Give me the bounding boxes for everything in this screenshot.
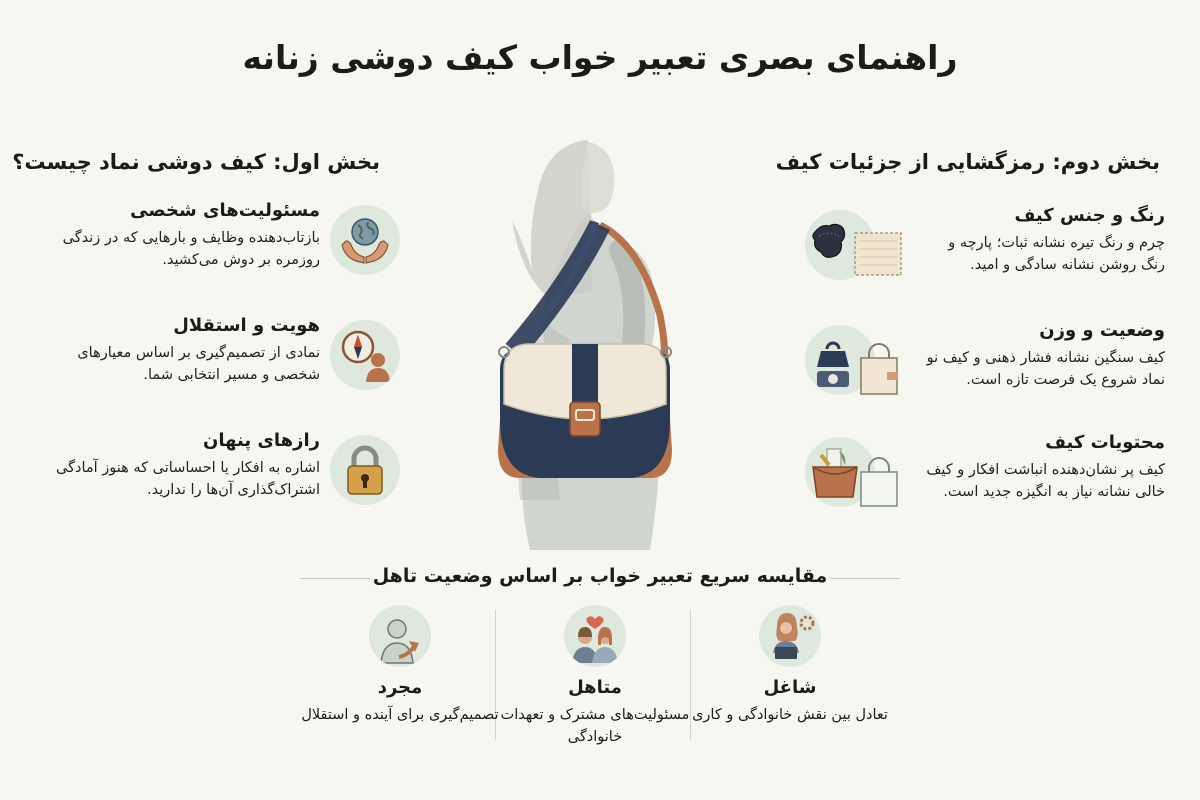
comparison-heading: مقایسه سریع تعبیر خواب بر اساس وضعیت تاهل [372, 565, 828, 587]
status-single [300, 605, 500, 726]
page-title: راهنمای بصری تعبیر خواب کیف دوشی زنانه [242, 38, 958, 77]
status-description: تصمیم‌گیری برای آینده و استقلال [301, 707, 499, 723]
status-title: مجرد [377, 677, 423, 698]
part-two-heading: بخش دوم: رمزگشایی از جزئیات کیف [775, 150, 1160, 174]
woman-with-shoulder-bag-illustration [470, 120, 710, 550]
status-description: تعادل بین نقش خانوادگی و کاری [692, 707, 888, 723]
item-description: کیف پر نشان‌دهنده انباشت افکار و کیف خالی نشانه نیاز به انگیزه جدید است. [926, 462, 1165, 500]
status-description: مسئولیت‌های مشترک و تعهدات خانوادگی [500, 707, 690, 745]
item-title: هویت و استقلال [173, 315, 320, 336]
status-title: شاغل [763, 677, 817, 698]
item-description: نمادی از تصمیم‌گیری بر اساس معیارهای شخصی و مسیر انتخابی شما. [77, 345, 320, 383]
item-description: اشاره به افکار یا احساساتی که هنوز آمادگی اشتراک‌گذاری آن‌ها را ندارید. [56, 460, 320, 498]
status-title: متاهل [568, 677, 622, 698]
empty-bag-icon [853, 454, 905, 514]
item-title: رنگ و جنس کیف [1014, 205, 1165, 226]
symbol-item-secrets [30, 430, 380, 540]
detail-item-contents [805, 432, 1165, 542]
symbol-item-responsibilities [30, 200, 380, 310]
status-working [690, 605, 890, 726]
item-description: بازتاب‌دهنده وظایف و بارهایی که در زندگی روزمره بر دوش می‌کشید. [62, 230, 320, 268]
compass-person-icon [330, 320, 400, 390]
detail-item-color-material [805, 205, 1165, 315]
item-title: مسئولیت‌های شخصی [130, 200, 320, 221]
light-bag-icon [853, 342, 905, 402]
item-title: محتویات کیف [1045, 432, 1165, 453]
comparison-divider-right [830, 578, 900, 579]
fabric-swatch-icon [853, 227, 905, 283]
globe-in-hands-icon [330, 205, 400, 275]
couple-heart-icon [564, 605, 626, 667]
working-woman-icon [759, 605, 821, 667]
item-title: وضعیت و وزن [1039, 320, 1165, 341]
person-arrow-icon [369, 605, 431, 667]
part-one-heading: بخش اول: کیف دوشی نماد چیست؟ [12, 150, 380, 174]
symbol-item-identity [30, 315, 380, 425]
item-description: چرم و رنگ تیره نشانه ثبات؛ پارچه و رنگ روشن نشانه سادگی و امید. [948, 235, 1165, 273]
status-married [495, 605, 695, 748]
item-description: کیف سنگین نشانه فشار ذهنی و کیف نو نماد شروع یک فرصت تازه است. [926, 350, 1165, 388]
detail-item-condition-weight [805, 320, 1165, 430]
item-title: رازهای پنهان [202, 430, 320, 451]
padlock-icon [330, 435, 400, 505]
